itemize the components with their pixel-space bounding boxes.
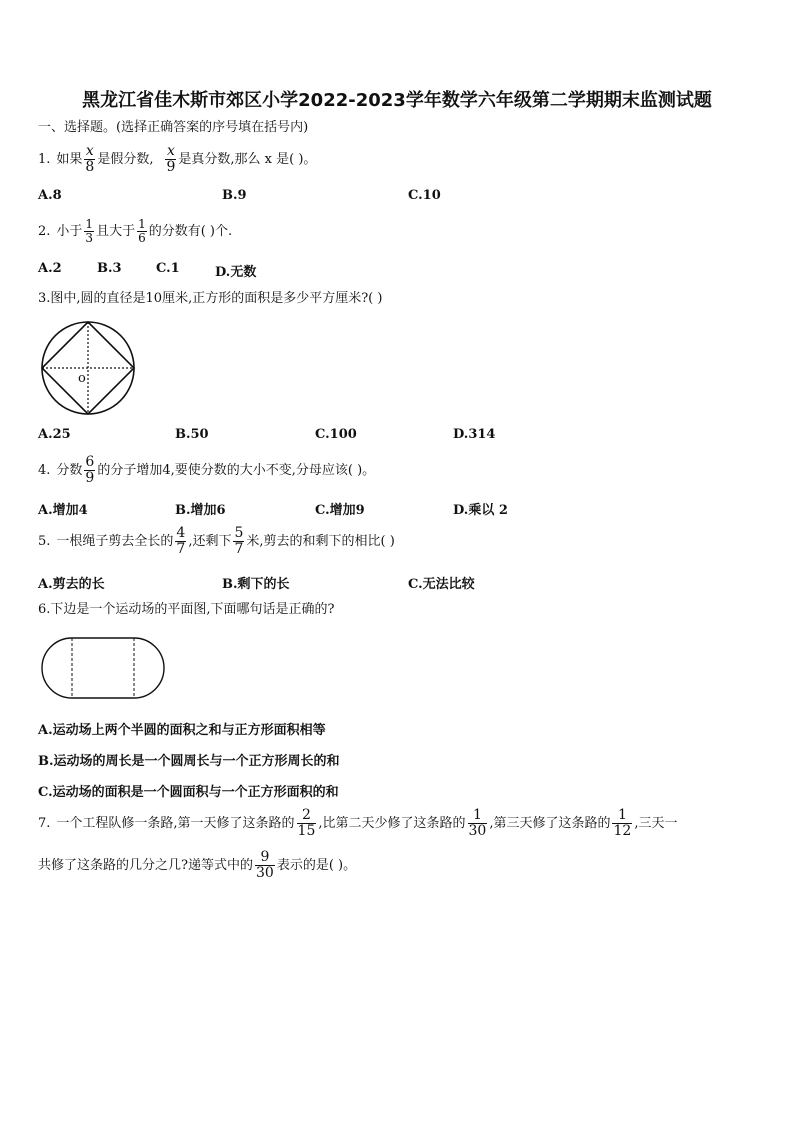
- q1-number: 1.: [38, 151, 51, 167]
- q4-option-a[interactable]: A.增加4: [38, 503, 88, 518]
- fraction-1-over-30: $\frac{1}{30}$: [468, 807, 487, 839]
- circle-square-figure: [38, 320, 138, 416]
- fraction-2-over-15: $\frac{2}{15}$: [297, 807, 316, 839]
- fraction-1-over-3: $\frac{1}{3}$: [85, 217, 94, 245]
- q3-option-c[interactable]: C.100: [315, 427, 357, 442]
- q4-text-1: 分数: [56, 462, 83, 478]
- q6-option-a[interactable]: A.运动场上两个半圆的面积之和与正方形面积相等: [38, 723, 326, 738]
- q7-text-2: ,比第二天少修了这条路的: [318, 815, 466, 831]
- page-title: 黑龙江省佳木斯市郊区小学2022-2023学年数学六年级第二学期期末监测试题: [82, 90, 712, 111]
- question-5: [38, 526, 395, 556]
- question-4: [38, 455, 375, 485]
- q5-number: 5.: [38, 533, 51, 549]
- question-3: 3.图中,圆的直径是10厘米,正方形的面积是多少平方厘米?( ): [38, 291, 383, 306]
- q2-text-3: 的分数有( )个.: [148, 223, 233, 239]
- question-1: [38, 144, 316, 174]
- q5-option-a[interactable]: A.剪去的长: [38, 577, 105, 592]
- q2-option-b[interactable]: B.3: [97, 261, 122, 276]
- q5-option-b[interactable]: B.剩下的长: [222, 577, 290, 592]
- question-2: [38, 218, 232, 244]
- q1-text-2: 是假分数,: [97, 151, 154, 167]
- q1-text-3: 是真分数,那么 x 是( )。: [178, 151, 317, 167]
- q2-text-2: 且大于: [96, 223, 136, 239]
- q7-text-1: 一个工程队修一条路,第一天修了这条路的: [56, 815, 295, 831]
- q4-text-2: 的分子增加4,要使分数的大小不变,分母应该( )。: [97, 462, 376, 478]
- q5-option-c[interactable]: C.无法比较: [408, 577, 475, 592]
- question-6: 6.下边是一个运动场的平面图,下面哪句话是正确的?: [38, 602, 335, 617]
- q6-option-b[interactable]: B.运动场的周长是一个圆周长与一个正方形周长的和: [38, 754, 340, 769]
- q4-number: 4.: [38, 462, 51, 478]
- q2-option-a[interactable]: A.2: [38, 261, 62, 276]
- q1-option-a[interactable]: A.8: [38, 188, 62, 203]
- q1-option-c[interactable]: C.10: [408, 188, 441, 203]
- q7-text-6: 表示的是( )。: [276, 857, 357, 873]
- fraction-9-over-30: $\frac{9}{30}$: [255, 849, 274, 881]
- q3-option-b[interactable]: B.50: [175, 427, 209, 442]
- q5-text-1: 一根绳子剪去全长的: [56, 533, 174, 549]
- q3-option-d[interactable]: D.314: [453, 427, 496, 442]
- q6-option-c[interactable]: C.运动场的面积是一个圆面积与一个正方形面积的和: [38, 785, 339, 800]
- q4-option-c[interactable]: C.增加9: [315, 503, 365, 518]
- fraction-6-over-9: $\frac{6}{9}$: [85, 454, 95, 486]
- section-heading: 一、选择题。(选择正确答案的序号填在括号内): [38, 120, 309, 135]
- q2-text-1: 小于: [56, 223, 83, 239]
- q4-option-d[interactable]: D.乘以 2: [453, 503, 508, 518]
- fraction-1-over-12: $\frac{1}{12}$: [613, 807, 632, 839]
- q5-text-3: 米,剪去的和剩下的相比( ): [246, 533, 395, 549]
- q7-text-5: 共修了这条路的几分之几?递等式中的: [38, 857, 253, 873]
- q1-text-1: 如果: [56, 151, 83, 167]
- question-7-line-2: [38, 850, 356, 880]
- sports-field-figure: [40, 636, 166, 700]
- q2-option-c[interactable]: C.1: [156, 261, 180, 276]
- q7-text-4: ,三天一: [634, 815, 678, 831]
- question-7-line-1: [38, 808, 677, 838]
- q1-option-b[interactable]: B.9: [222, 188, 247, 203]
- fraction-x-over-9: $\frac{x}{9}$: [166, 143, 176, 175]
- q4-option-b[interactable]: B.增加6: [175, 503, 226, 518]
- q2-number: 2.: [38, 223, 51, 239]
- q7-text-3: ,第三天修了这条路的: [489, 815, 611, 831]
- q2-option-d[interactable]: D.无数: [215, 265, 257, 280]
- fraction-4-over-7: $\frac{4}{7}$: [176, 525, 186, 557]
- q5-text-2: ,还剩下: [188, 533, 232, 549]
- fraction-x-over-8: $\frac{x}{8}$: [85, 143, 95, 175]
- fraction-1-over-6: $\frac{1}{6}$: [138, 217, 146, 245]
- q3-option-a[interactable]: A.25: [38, 427, 71, 442]
- circle-center-label: o: [78, 371, 86, 386]
- fraction-5-over-7: $\frac{5}{7}$: [234, 525, 244, 557]
- q7-number: 7.: [38, 815, 51, 831]
